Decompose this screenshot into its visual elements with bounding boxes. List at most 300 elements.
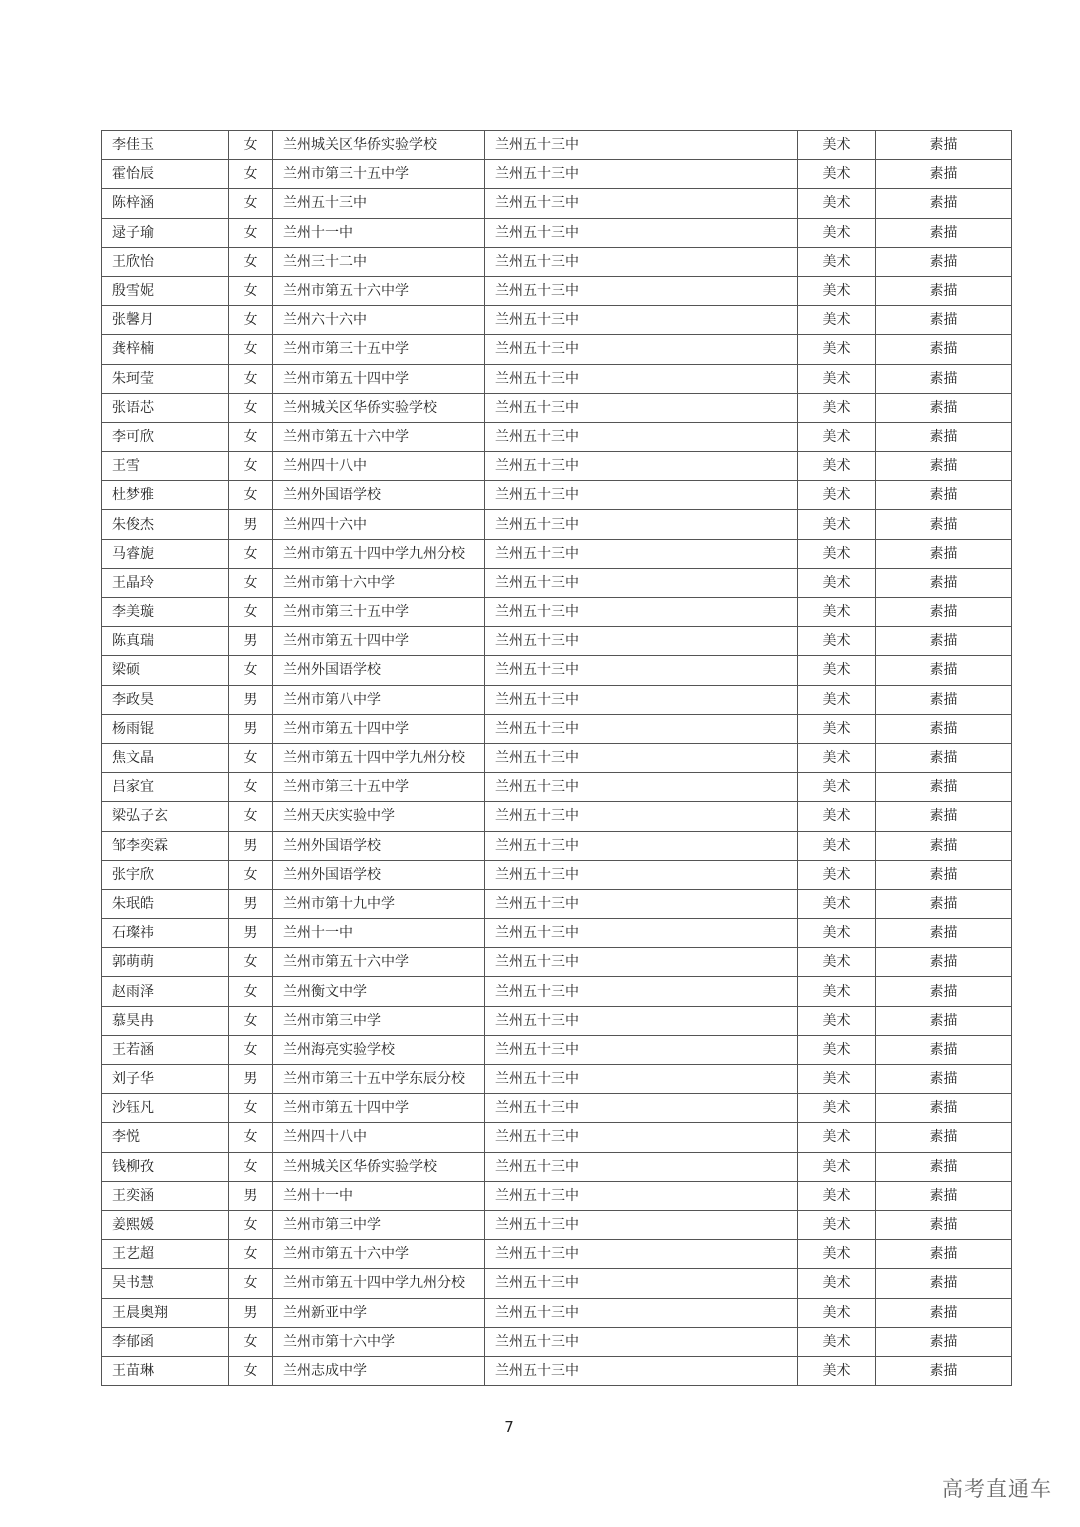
gender-cell: 女 <box>229 422 273 451</box>
table-row <box>102 510 1012 539</box>
school-cell: 兰州市第三十五中学 <box>273 598 485 627</box>
gender-cell: 男 <box>229 919 273 948</box>
table-row <box>102 335 1012 364</box>
exam-site-cell: 兰州五十三中 <box>485 189 798 218</box>
gender-cell: 男 <box>229 510 273 539</box>
exam-site-cell: 兰州五十三中 <box>485 743 798 772</box>
student-name-cell: 沙钰凡 <box>102 1094 229 1123</box>
table-row <box>102 1269 1012 1298</box>
subject-cell: 素描 <box>876 802 1012 831</box>
exam-site-cell: 兰州五十三中 <box>485 1327 798 1356</box>
subject-cell: 素描 <box>876 568 1012 597</box>
school-cell: 兰州外国语学校 <box>273 831 485 860</box>
major-cell: 美术 <box>798 1269 876 1298</box>
major-cell: 美术 <box>798 773 876 802</box>
gender-cell: 女 <box>229 1152 273 1181</box>
subject-cell: 素描 <box>876 1094 1012 1123</box>
table-row <box>102 1152 1012 1181</box>
exam-site-cell: 兰州五十三中 <box>485 714 798 743</box>
school-cell: 兰州市第五十四中学九州分校 <box>273 539 485 568</box>
table-row <box>102 1123 1012 1152</box>
exam-site-cell: 兰州五十三中 <box>485 1035 798 1064</box>
gender-cell: 女 <box>229 218 273 247</box>
school-cell: 兰州四十八中 <box>273 452 485 481</box>
major-cell: 美术 <box>798 160 876 189</box>
exam-site-cell: 兰州五十三中 <box>485 1152 798 1181</box>
subject-cell: 素描 <box>876 539 1012 568</box>
student-name-cell: 杨雨锟 <box>102 714 229 743</box>
school-cell: 兰州海亮实验学校 <box>273 1035 485 1064</box>
exam-site-cell: 兰州五十三中 <box>485 276 798 305</box>
table-row <box>102 743 1012 772</box>
student-name-cell: 霍怡辰 <box>102 160 229 189</box>
exam-site-cell: 兰州五十三中 <box>485 627 798 656</box>
table-row <box>102 627 1012 656</box>
major-cell: 美术 <box>798 306 876 335</box>
table-row <box>102 977 1012 1006</box>
subject-cell: 素描 <box>876 627 1012 656</box>
table-row <box>102 1356 1012 1385</box>
major-cell: 美术 <box>798 1356 876 1385</box>
gender-cell: 男 <box>229 714 273 743</box>
major-cell: 美术 <box>798 598 876 627</box>
major-cell: 美术 <box>798 1094 876 1123</box>
gender-cell: 女 <box>229 1269 273 1298</box>
table-row <box>102 948 1012 977</box>
gender-cell: 女 <box>229 1035 273 1064</box>
subject-cell: 素描 <box>876 1356 1012 1385</box>
student-name-cell: 李可欣 <box>102 422 229 451</box>
major-cell: 美术 <box>798 685 876 714</box>
exam-site-cell: 兰州五十三中 <box>485 773 798 802</box>
major-cell: 美术 <box>798 189 876 218</box>
subject-cell: 素描 <box>876 218 1012 247</box>
gender-cell: 男 <box>229 1065 273 1094</box>
table-row <box>102 598 1012 627</box>
school-cell: 兰州市第五十六中学 <box>273 1240 485 1269</box>
major-cell: 美术 <box>798 1006 876 1035</box>
gender-cell: 女 <box>229 160 273 189</box>
exam-site-cell: 兰州五十三中 <box>485 364 798 393</box>
student-name-cell: 朱珉皓 <box>102 889 229 918</box>
student-name-cell: 石璨祎 <box>102 919 229 948</box>
student-name-cell: 马睿旎 <box>102 539 229 568</box>
major-cell: 美术 <box>798 539 876 568</box>
gender-cell: 女 <box>229 656 273 685</box>
subject-cell: 素描 <box>876 276 1012 305</box>
student-name-cell: 逯子瑜 <box>102 218 229 247</box>
major-cell: 美术 <box>798 802 876 831</box>
subject-cell: 素描 <box>876 481 1012 510</box>
table-row <box>102 393 1012 422</box>
student-name-cell: 李悦 <box>102 1123 229 1152</box>
student-name-cell: 郭萌萌 <box>102 948 229 977</box>
subject-cell: 素描 <box>876 1327 1012 1356</box>
table-row <box>102 539 1012 568</box>
exam-site-cell: 兰州五十三中 <box>485 948 798 977</box>
subject-cell: 素描 <box>876 743 1012 772</box>
school-cell: 兰州城关区华侨实验学校 <box>273 131 485 160</box>
student-name-cell: 吴书慧 <box>102 1269 229 1298</box>
subject-cell: 素描 <box>876 364 1012 393</box>
school-cell: 兰州市第三十五中学 <box>273 773 485 802</box>
gender-cell: 女 <box>229 189 273 218</box>
gender-cell: 男 <box>229 685 273 714</box>
gender-cell: 女 <box>229 743 273 772</box>
subject-cell: 素描 <box>876 306 1012 335</box>
table-row <box>102 773 1012 802</box>
school-cell: 兰州十一中 <box>273 218 485 247</box>
major-cell: 美术 <box>798 1327 876 1356</box>
subject-cell: 素描 <box>876 393 1012 422</box>
subject-cell: 素描 <box>876 860 1012 889</box>
subject-cell: 素描 <box>876 1298 1012 1327</box>
gender-cell: 女 <box>229 1240 273 1269</box>
gender-cell: 女 <box>229 306 273 335</box>
table-row <box>102 422 1012 451</box>
student-name-cell: 焦文晶 <box>102 743 229 772</box>
gender-cell: 女 <box>229 247 273 276</box>
major-cell: 美术 <box>798 1181 876 1210</box>
school-cell: 兰州市第十六中学 <box>273 568 485 597</box>
subject-cell: 素描 <box>876 131 1012 160</box>
school-cell: 兰州六十六中 <box>273 306 485 335</box>
gender-cell: 女 <box>229 1094 273 1123</box>
table-row <box>102 802 1012 831</box>
subject-cell: 素描 <box>876 948 1012 977</box>
subject-cell: 素描 <box>876 510 1012 539</box>
major-cell: 美术 <box>798 218 876 247</box>
school-cell: 兰州三十二中 <box>273 247 485 276</box>
exam-site-cell: 兰州五十三中 <box>485 218 798 247</box>
major-cell: 美术 <box>798 393 876 422</box>
table-row <box>102 1035 1012 1064</box>
school-cell: 兰州城关区华侨实验学校 <box>273 1152 485 1181</box>
exam-site-cell: 兰州五十三中 <box>485 568 798 597</box>
major-cell: 美术 <box>798 422 876 451</box>
table-row <box>102 568 1012 597</box>
exam-site-cell: 兰州五十三中 <box>485 919 798 948</box>
table-row <box>102 1327 1012 1356</box>
major-cell: 美术 <box>798 481 876 510</box>
watermark-text: 高考直通车 <box>942 1477 1052 1501</box>
exam-site-cell: 兰州五十三中 <box>485 539 798 568</box>
subject-cell: 素描 <box>876 656 1012 685</box>
school-cell: 兰州十一中 <box>273 1181 485 1210</box>
school-cell: 兰州市第五十四中学 <box>273 1094 485 1123</box>
school-cell: 兰州四十八中 <box>273 1123 485 1152</box>
student-name-cell: 陈梓涵 <box>102 189 229 218</box>
table-row <box>102 889 1012 918</box>
table-row <box>102 452 1012 481</box>
exam-site-cell: 兰州五十三中 <box>485 860 798 889</box>
gender-cell: 女 <box>229 335 273 364</box>
student-name-cell: 陈真瑞 <box>102 627 229 656</box>
student-name-cell: 赵雨泽 <box>102 977 229 1006</box>
student-name-cell: 张馨月 <box>102 306 229 335</box>
table-row <box>102 714 1012 743</box>
school-cell: 兰州市第三十五中学 <box>273 335 485 364</box>
gender-cell: 女 <box>229 481 273 510</box>
subject-cell: 素描 <box>876 422 1012 451</box>
school-cell: 兰州外国语学校 <box>273 481 485 510</box>
school-cell: 兰州四十六中 <box>273 510 485 539</box>
table-row <box>102 481 1012 510</box>
page-number: 7 <box>504 1418 514 1436</box>
subject-cell: 素描 <box>876 160 1012 189</box>
school-cell: 兰州外国语学校 <box>273 860 485 889</box>
school-cell: 兰州市第三十五中学东辰分校 <box>273 1065 485 1094</box>
gender-cell: 女 <box>229 568 273 597</box>
school-cell: 兰州市第五十四中学 <box>273 714 485 743</box>
student-name-cell: 张宇欣 <box>102 860 229 889</box>
table-row <box>102 218 1012 247</box>
subject-cell: 素描 <box>876 452 1012 481</box>
student-name-cell: 王若涵 <box>102 1035 229 1064</box>
school-cell: 兰州市第五十六中学 <box>273 422 485 451</box>
gender-cell: 女 <box>229 948 273 977</box>
student-name-cell: 李美璇 <box>102 598 229 627</box>
school-cell: 兰州市第五十六中学 <box>273 276 485 305</box>
exam-site-cell: 兰州五十三中 <box>485 1240 798 1269</box>
subject-cell: 素描 <box>876 1152 1012 1181</box>
school-cell: 兰州五十三中 <box>273 189 485 218</box>
exam-site-cell: 兰州五十三中 <box>485 1269 798 1298</box>
student-name-cell: 刘子华 <box>102 1065 229 1094</box>
student-name-cell: 朱俊杰 <box>102 510 229 539</box>
major-cell: 美术 <box>798 860 876 889</box>
subject-cell: 素描 <box>876 598 1012 627</box>
student-name-cell: 王雪 <box>102 452 229 481</box>
gender-cell: 女 <box>229 598 273 627</box>
school-cell: 兰州衡文中学 <box>273 977 485 1006</box>
student-name-cell: 朱珂莹 <box>102 364 229 393</box>
table-row <box>102 1210 1012 1239</box>
subject-cell: 素描 <box>876 1240 1012 1269</box>
exam-site-cell: 兰州五十三中 <box>485 1210 798 1239</box>
exam-site-cell: 兰州五十三中 <box>485 306 798 335</box>
table-row <box>102 1181 1012 1210</box>
subject-cell: 素描 <box>876 714 1012 743</box>
student-name-cell: 王晨奥翔 <box>102 1298 229 1327</box>
major-cell: 美术 <box>798 627 876 656</box>
table-row <box>102 131 1012 160</box>
gender-cell: 女 <box>229 773 273 802</box>
gender-cell: 女 <box>229 364 273 393</box>
school-cell: 兰州市第五十四中学 <box>273 627 485 656</box>
gender-cell: 女 <box>229 276 273 305</box>
gender-cell: 女 <box>229 539 273 568</box>
subject-cell: 素描 <box>876 1210 1012 1239</box>
exam-site-cell: 兰州五十三中 <box>485 131 798 160</box>
student-list-table <box>101 130 1012 1386</box>
gender-cell: 女 <box>229 977 273 1006</box>
exam-site-cell: 兰州五十三中 <box>485 1298 798 1327</box>
major-cell: 美术 <box>798 831 876 860</box>
gender-cell: 女 <box>229 393 273 422</box>
student-name-cell: 杜梦雅 <box>102 481 229 510</box>
subject-cell: 素描 <box>876 1065 1012 1094</box>
major-cell: 美术 <box>798 131 876 160</box>
subject-cell: 素描 <box>876 1035 1012 1064</box>
subject-cell: 素描 <box>876 831 1012 860</box>
major-cell: 美术 <box>798 948 876 977</box>
major-cell: 美术 <box>798 1035 876 1064</box>
school-cell: 兰州市第三十五中学 <box>273 160 485 189</box>
student-name-cell: 李政昊 <box>102 685 229 714</box>
major-cell: 美术 <box>798 1065 876 1094</box>
subject-cell: 素描 <box>876 977 1012 1006</box>
gender-cell: 男 <box>229 627 273 656</box>
exam-site-cell: 兰州五十三中 <box>485 335 798 364</box>
school-cell: 兰州市第三中学 <box>273 1006 485 1035</box>
major-cell: 美术 <box>798 335 876 364</box>
student-name-cell: 梁弘子玄 <box>102 802 229 831</box>
major-cell: 美术 <box>798 1123 876 1152</box>
gender-cell: 女 <box>229 1123 273 1152</box>
school-cell: 兰州市第五十六中学 <box>273 948 485 977</box>
gender-cell: 男 <box>229 831 273 860</box>
school-cell: 兰州志成中学 <box>273 1356 485 1385</box>
student-name-cell: 王奕涵 <box>102 1181 229 1210</box>
school-cell: 兰州市第十六中学 <box>273 1327 485 1356</box>
school-cell: 兰州十一中 <box>273 919 485 948</box>
gender-cell: 女 <box>229 1327 273 1356</box>
exam-site-cell: 兰州五十三中 <box>485 977 798 1006</box>
table-body <box>102 131 1012 1386</box>
exam-site-cell: 兰州五十三中 <box>485 510 798 539</box>
student-name-cell: 王艺超 <box>102 1240 229 1269</box>
gender-cell: 女 <box>229 1006 273 1035</box>
exam-site-cell: 兰州五十三中 <box>485 393 798 422</box>
gender-cell: 女 <box>229 452 273 481</box>
major-cell: 美术 <box>798 510 876 539</box>
table-row <box>102 1065 1012 1094</box>
exam-site-cell: 兰州五十三中 <box>485 1065 798 1094</box>
table-row <box>102 1240 1012 1269</box>
exam-site-cell: 兰州五十三中 <box>485 598 798 627</box>
student-name-cell: 殷雪妮 <box>102 276 229 305</box>
table-row <box>102 247 1012 276</box>
subject-cell: 素描 <box>876 919 1012 948</box>
student-name-cell: 龚梓楠 <box>102 335 229 364</box>
exam-site-cell: 兰州五十三中 <box>485 685 798 714</box>
major-cell: 美术 <box>798 889 876 918</box>
table-row <box>102 306 1012 335</box>
major-cell: 美术 <box>798 247 876 276</box>
major-cell: 美术 <box>798 656 876 685</box>
subject-cell: 素描 <box>876 1181 1012 1210</box>
major-cell: 美术 <box>798 743 876 772</box>
table-row <box>102 1006 1012 1035</box>
gender-cell: 女 <box>229 131 273 160</box>
student-name-cell: 吕家宜 <box>102 773 229 802</box>
major-cell: 美术 <box>798 977 876 1006</box>
exam-site-cell: 兰州五十三中 <box>485 831 798 860</box>
school-cell: 兰州市第八中学 <box>273 685 485 714</box>
student-name-cell: 王晶玲 <box>102 568 229 597</box>
major-cell: 美术 <box>798 1240 876 1269</box>
subject-cell: 素描 <box>876 685 1012 714</box>
major-cell: 美术 <box>798 276 876 305</box>
school-cell: 兰州市第三中学 <box>273 1210 485 1239</box>
gender-cell: 男 <box>229 1298 273 1327</box>
major-cell: 美术 <box>798 568 876 597</box>
school-cell: 兰州市第五十四中学 <box>273 364 485 393</box>
subject-cell: 素描 <box>876 1123 1012 1152</box>
gender-cell: 女 <box>229 1210 273 1239</box>
subject-cell: 素描 <box>876 1269 1012 1298</box>
table-row <box>102 276 1012 305</box>
exam-site-cell: 兰州五十三中 <box>485 481 798 510</box>
school-cell: 兰州新亚中学 <box>273 1298 485 1327</box>
subject-cell: 素描 <box>876 335 1012 364</box>
gender-cell: 男 <box>229 1181 273 1210</box>
student-name-cell: 姜熙媛 <box>102 1210 229 1239</box>
school-cell: 兰州外国语学校 <box>273 656 485 685</box>
student-name-cell: 李佳玉 <box>102 131 229 160</box>
table-row <box>102 656 1012 685</box>
table-row <box>102 685 1012 714</box>
exam-site-cell: 兰州五十三中 <box>485 1094 798 1123</box>
table-row <box>102 860 1012 889</box>
school-cell: 兰州天庆实验中学 <box>273 802 485 831</box>
exam-site-cell: 兰州五十三中 <box>485 1181 798 1210</box>
school-cell: 兰州市第五十四中学九州分校 <box>273 1269 485 1298</box>
table-row <box>102 160 1012 189</box>
exam-site-cell: 兰州五十三中 <box>485 247 798 276</box>
school-cell: 兰州城关区华侨实验学校 <box>273 393 485 422</box>
major-cell: 美术 <box>798 1298 876 1327</box>
table-row <box>102 1298 1012 1327</box>
table-row <box>102 919 1012 948</box>
subject-cell: 素描 <box>876 889 1012 918</box>
major-cell: 美术 <box>798 714 876 743</box>
exam-site-cell: 兰州五十三中 <box>485 1006 798 1035</box>
exam-site-cell: 兰州五十三中 <box>485 889 798 918</box>
major-cell: 美术 <box>798 452 876 481</box>
student-name-cell: 王欣怡 <box>102 247 229 276</box>
subject-cell: 素描 <box>876 773 1012 802</box>
school-cell: 兰州市第十九中学 <box>273 889 485 918</box>
table-row <box>102 364 1012 393</box>
exam-site-cell: 兰州五十三中 <box>485 1356 798 1385</box>
exam-site-cell: 兰州五十三中 <box>485 422 798 451</box>
subject-cell: 素描 <box>876 1006 1012 1035</box>
gender-cell: 男 <box>229 889 273 918</box>
table-row <box>102 831 1012 860</box>
table-row <box>102 1094 1012 1123</box>
student-name-cell: 梁硕 <box>102 656 229 685</box>
exam-site-cell: 兰州五十三中 <box>485 656 798 685</box>
major-cell: 美术 <box>798 1152 876 1181</box>
gender-cell: 女 <box>229 860 273 889</box>
major-cell: 美术 <box>798 919 876 948</box>
exam-site-cell: 兰州五十三中 <box>485 160 798 189</box>
exam-site-cell: 兰州五十三中 <box>485 802 798 831</box>
student-name-cell: 李郁函 <box>102 1327 229 1356</box>
gender-cell: 女 <box>229 802 273 831</box>
table-row <box>102 189 1012 218</box>
student-name-cell: 张语芯 <box>102 393 229 422</box>
student-name-cell: 邹李奕霖 <box>102 831 229 860</box>
subject-cell: 素描 <box>876 247 1012 276</box>
subject-cell: 素描 <box>876 189 1012 218</box>
school-cell: 兰州市第五十四中学九州分校 <box>273 743 485 772</box>
student-name-cell: 钱柳孜 <box>102 1152 229 1181</box>
exam-site-cell: 兰州五十三中 <box>485 1123 798 1152</box>
major-cell: 美术 <box>798 1210 876 1239</box>
